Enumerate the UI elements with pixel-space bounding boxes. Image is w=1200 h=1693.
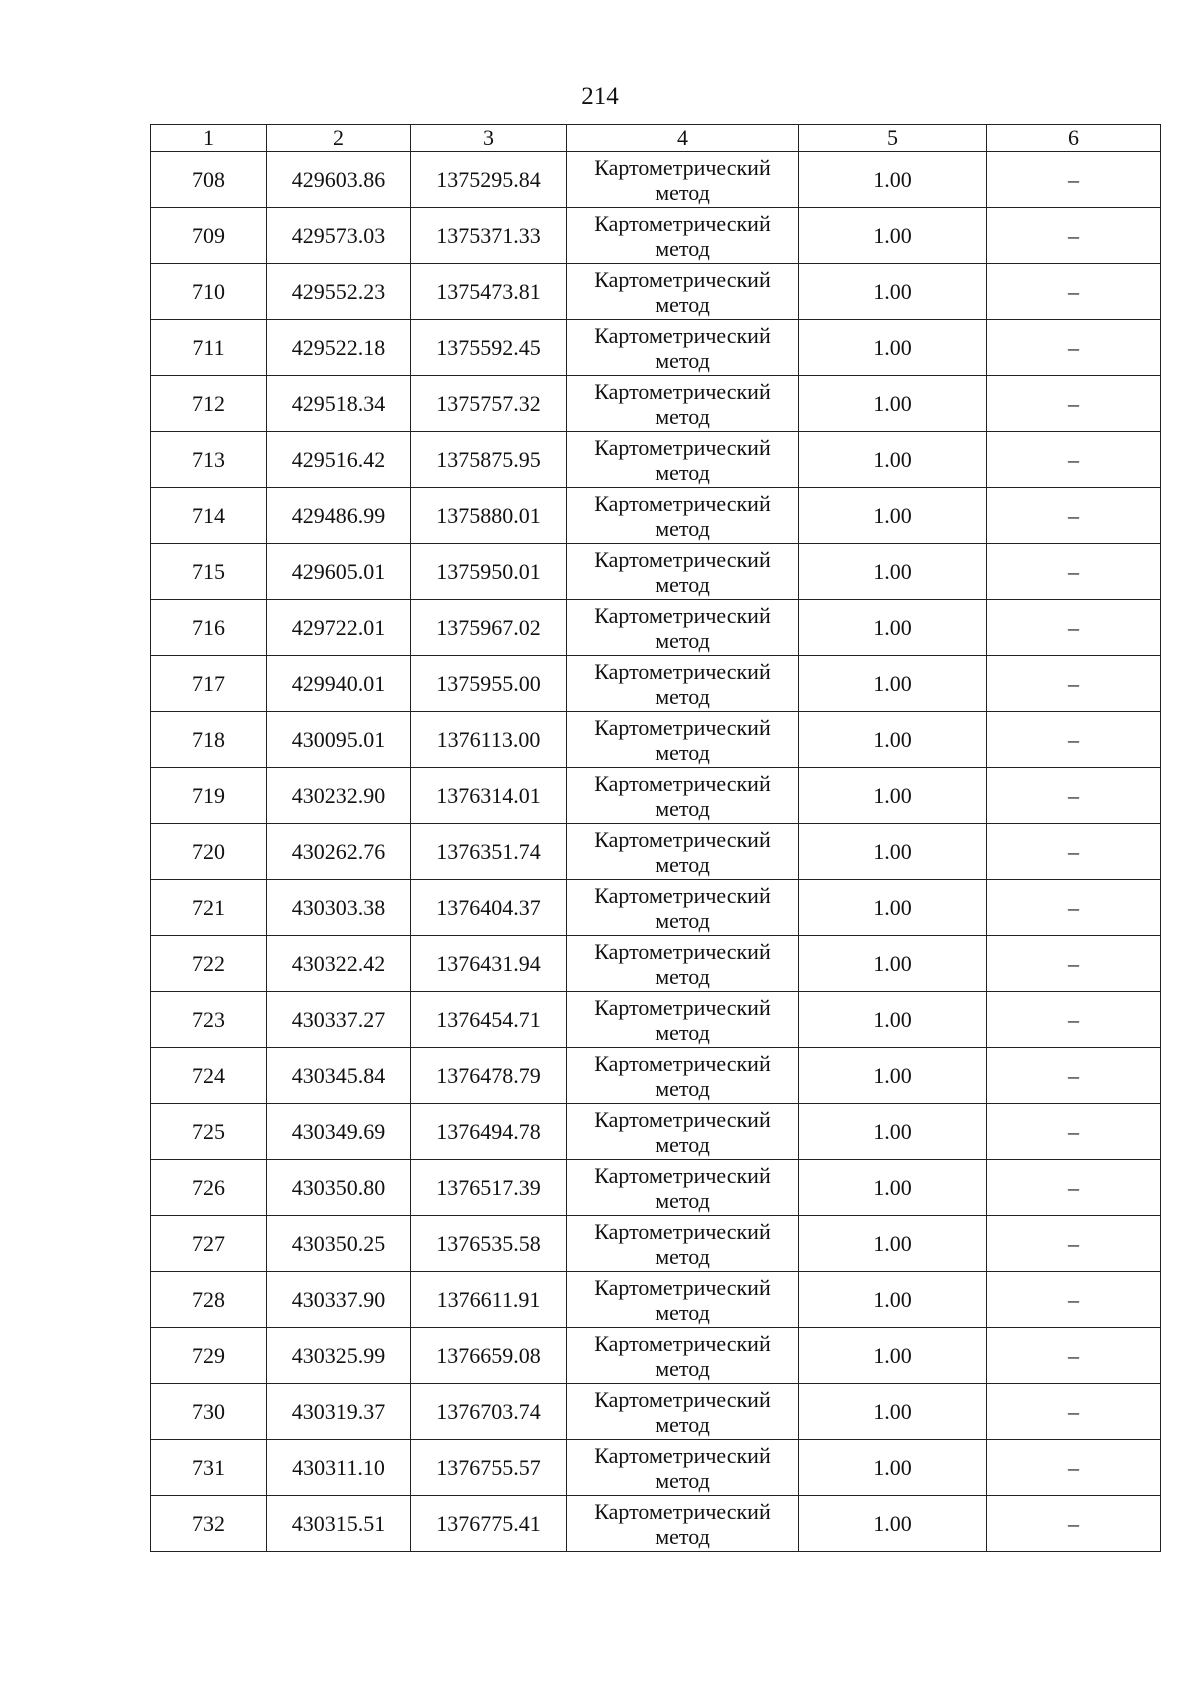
y-coordinate-cell: 1375880.01	[411, 488, 567, 544]
accuracy-cell: 1.00	[799, 1216, 987, 1272]
table-row	[151, 432, 1161, 488]
note-cell: –	[987, 376, 1161, 432]
point-number-cell: 723	[151, 992, 267, 1048]
method-line-1: Картометрический	[594, 658, 771, 684]
point-number-cell: 727	[151, 1216, 267, 1272]
note-cell: –	[987, 1496, 1161, 1552]
x-coordinate-cell: 429940.01	[267, 656, 411, 712]
x-coordinate-cell: 429552.23	[267, 264, 411, 320]
method-cell	[567, 600, 799, 656]
method-line-1: Картометрический	[594, 938, 771, 964]
table-row	[151, 1384, 1161, 1440]
accuracy-cell: 1.00	[799, 880, 987, 936]
table-row	[151, 880, 1161, 936]
table-row	[151, 768, 1161, 824]
x-coordinate-cell: 429573.03	[267, 208, 411, 264]
method-cell	[567, 264, 799, 320]
point-number-cell: 717	[151, 656, 267, 712]
method-line-2: метод	[655, 1411, 710, 1437]
method-line-1: Картометрический	[594, 1162, 771, 1188]
x-coordinate-cell: 429722.01	[267, 600, 411, 656]
method-line-2: метод	[655, 515, 710, 541]
accuracy-cell: 1.00	[799, 320, 987, 376]
note-cell: –	[987, 1440, 1161, 1496]
method-line-1: Картометрический	[594, 1218, 771, 1244]
table-row	[151, 600, 1161, 656]
method-line-1: Картометрический	[594, 378, 771, 404]
method-cell	[567, 1104, 799, 1160]
accuracy-cell: 1.00	[799, 152, 987, 208]
table-row	[151, 1328, 1161, 1384]
column-header-6: 6	[987, 125, 1161, 152]
method-cell	[567, 1496, 799, 1552]
method-line-2: метод	[655, 179, 710, 205]
y-coordinate-cell: 1375757.32	[411, 376, 567, 432]
method-line-2: метод	[655, 1299, 710, 1325]
method-line-2: метод	[655, 235, 710, 261]
note-cell: –	[987, 1160, 1161, 1216]
table-body	[151, 152, 1161, 1552]
table-row	[151, 1496, 1161, 1552]
method-line-2: метод	[655, 627, 710, 653]
note-cell: –	[987, 1048, 1161, 1104]
x-coordinate-cell: 430349.69	[267, 1104, 411, 1160]
point-number-cell: 713	[151, 432, 267, 488]
y-coordinate-cell: 1375967.02	[411, 600, 567, 656]
point-number-cell: 708	[151, 152, 267, 208]
x-coordinate-cell: 430337.90	[267, 1272, 411, 1328]
method-cell	[567, 544, 799, 600]
accuracy-cell: 1.00	[799, 376, 987, 432]
note-cell: –	[987, 1104, 1161, 1160]
x-coordinate-cell: 430322.42	[267, 936, 411, 992]
column-header-3: 3	[411, 125, 567, 152]
method-line-1: Картометрический	[594, 322, 771, 348]
note-cell: –	[987, 544, 1161, 600]
note-cell: –	[987, 656, 1161, 712]
note-cell: –	[987, 880, 1161, 936]
point-number-cell: 724	[151, 1048, 267, 1104]
point-number-cell: 718	[151, 712, 267, 768]
accuracy-cell: 1.00	[799, 768, 987, 824]
method-cell	[567, 1048, 799, 1104]
note-cell: –	[987, 208, 1161, 264]
method-line-2: метод	[655, 1467, 710, 1493]
note-cell: –	[987, 1328, 1161, 1384]
method-line-2: метод	[655, 683, 710, 709]
method-cell	[567, 824, 799, 880]
point-number-cell: 719	[151, 768, 267, 824]
table-row	[151, 1048, 1161, 1104]
method-cell	[567, 1328, 799, 1384]
point-number-cell: 715	[151, 544, 267, 600]
method-line-2: метод	[655, 1243, 710, 1269]
accuracy-cell: 1.00	[799, 1384, 987, 1440]
table-row	[151, 264, 1161, 320]
point-number-cell: 716	[151, 600, 267, 656]
accuracy-cell: 1.00	[799, 1104, 987, 1160]
accuracy-cell: 1.00	[799, 1440, 987, 1496]
method-cell	[567, 208, 799, 264]
x-coordinate-cell: 429516.42	[267, 432, 411, 488]
method-line-1: Картометрический	[594, 1330, 771, 1356]
accuracy-cell: 1.00	[799, 992, 987, 1048]
y-coordinate-cell: 1375875.95	[411, 432, 567, 488]
method-line-2: метод	[655, 1523, 710, 1549]
note-cell: –	[987, 936, 1161, 992]
note-cell: –	[987, 152, 1161, 208]
y-coordinate-cell: 1376454.71	[411, 992, 567, 1048]
method-line-1: Картометрический	[594, 994, 771, 1020]
method-line-1: Картометрический	[594, 714, 771, 740]
column-header-2: 2	[267, 125, 411, 152]
table-row	[151, 152, 1161, 208]
method-line-1: Картометрический	[594, 266, 771, 292]
note-cell: –	[987, 488, 1161, 544]
point-number-cell: 712	[151, 376, 267, 432]
note-cell: –	[987, 600, 1161, 656]
method-cell	[567, 768, 799, 824]
note-cell: –	[987, 264, 1161, 320]
coordinates-table	[150, 124, 1161, 1552]
point-number-cell: 709	[151, 208, 267, 264]
accuracy-cell: 1.00	[799, 712, 987, 768]
header-row	[151, 125, 1161, 152]
method-cell	[567, 936, 799, 992]
method-cell	[567, 152, 799, 208]
x-coordinate-cell: 429603.86	[267, 152, 411, 208]
x-coordinate-cell: 429518.34	[267, 376, 411, 432]
table-row	[151, 1104, 1161, 1160]
y-coordinate-cell: 1376404.37	[411, 880, 567, 936]
note-cell: –	[987, 320, 1161, 376]
x-coordinate-cell: 430232.90	[267, 768, 411, 824]
note-cell: –	[987, 1272, 1161, 1328]
table-row	[151, 208, 1161, 264]
accuracy-cell: 1.00	[799, 656, 987, 712]
x-coordinate-cell: 430095.01	[267, 712, 411, 768]
table-row	[151, 320, 1161, 376]
note-cell: –	[987, 712, 1161, 768]
point-number-cell: 720	[151, 824, 267, 880]
method-cell	[567, 376, 799, 432]
method-line-2: метод	[655, 795, 710, 821]
table-row	[151, 1440, 1161, 1496]
x-coordinate-cell: 429486.99	[267, 488, 411, 544]
method-line-1: Картометрический	[594, 490, 771, 516]
y-coordinate-cell: 1375295.84	[411, 152, 567, 208]
accuracy-cell: 1.00	[799, 1048, 987, 1104]
y-coordinate-cell: 1376478.79	[411, 1048, 567, 1104]
method-line-1: Картометрический	[594, 826, 771, 852]
method-line-1: Картометрический	[594, 1050, 771, 1076]
method-line-2: метод	[655, 1187, 710, 1213]
accuracy-cell: 1.00	[799, 1272, 987, 1328]
method-line-1: Картометрический	[594, 210, 771, 236]
y-coordinate-cell: 1376611.91	[411, 1272, 567, 1328]
method-cell	[567, 488, 799, 544]
y-coordinate-cell: 1376351.74	[411, 824, 567, 880]
y-coordinate-cell: 1376535.58	[411, 1216, 567, 1272]
method-line-1: Картометрический	[594, 770, 771, 796]
method-cell	[567, 712, 799, 768]
accuracy-cell: 1.00	[799, 432, 987, 488]
method-line-1: Картометрический	[594, 434, 771, 460]
column-header-5: 5	[799, 125, 987, 152]
point-number-cell: 732	[151, 1496, 267, 1552]
y-coordinate-cell: 1376113.00	[411, 712, 567, 768]
method-line-2: метод	[655, 403, 710, 429]
point-number-cell: 721	[151, 880, 267, 936]
table-row	[151, 824, 1161, 880]
y-coordinate-cell: 1376755.57	[411, 1440, 567, 1496]
method-line-2: метод	[655, 291, 710, 317]
method-line-1: Картометрический	[594, 1274, 771, 1300]
x-coordinate-cell: 430350.80	[267, 1160, 411, 1216]
table-header	[151, 125, 1161, 152]
note-cell: –	[987, 432, 1161, 488]
x-coordinate-cell: 430325.99	[267, 1328, 411, 1384]
accuracy-cell: 1.00	[799, 824, 987, 880]
x-coordinate-cell: 430337.27	[267, 992, 411, 1048]
y-coordinate-cell: 1375473.81	[411, 264, 567, 320]
accuracy-cell: 1.00	[799, 264, 987, 320]
y-coordinate-cell: 1375955.00	[411, 656, 567, 712]
method-line-2: метод	[655, 347, 710, 373]
x-coordinate-cell: 429605.01	[267, 544, 411, 600]
y-coordinate-cell: 1376494.78	[411, 1104, 567, 1160]
point-number-cell: 726	[151, 1160, 267, 1216]
accuracy-cell: 1.00	[799, 488, 987, 544]
method-cell	[567, 1216, 799, 1272]
column-header-4: 4	[567, 125, 799, 152]
x-coordinate-cell: 430311.10	[267, 1440, 411, 1496]
y-coordinate-cell: 1375950.01	[411, 544, 567, 600]
note-cell: –	[987, 1384, 1161, 1440]
table-row	[151, 1272, 1161, 1328]
table-row	[151, 992, 1161, 1048]
method-cell	[567, 1440, 799, 1496]
table-row	[151, 1160, 1161, 1216]
method-line-1: Картометрический	[594, 1498, 771, 1524]
accuracy-cell: 1.00	[799, 600, 987, 656]
y-coordinate-cell: 1376703.74	[411, 1384, 567, 1440]
accuracy-cell: 1.00	[799, 1160, 987, 1216]
table-row	[151, 1216, 1161, 1272]
point-number-cell: 729	[151, 1328, 267, 1384]
method-line-2: метод	[655, 907, 710, 933]
accuracy-cell: 1.00	[799, 936, 987, 992]
x-coordinate-cell: 430315.51	[267, 1496, 411, 1552]
method-cell	[567, 992, 799, 1048]
method-line-2: метод	[655, 1131, 710, 1157]
method-line-2: метод	[655, 459, 710, 485]
point-number-cell: 728	[151, 1272, 267, 1328]
x-coordinate-cell: 430350.25	[267, 1216, 411, 1272]
method-line-1: Картометрический	[594, 602, 771, 628]
method-line-1: Картометрический	[594, 1386, 771, 1412]
y-coordinate-cell: 1376517.39	[411, 1160, 567, 1216]
accuracy-cell: 1.00	[799, 544, 987, 600]
method-line-1: Картометрический	[594, 1106, 771, 1132]
point-number-cell: 714	[151, 488, 267, 544]
method-cell	[567, 1160, 799, 1216]
method-line-2: метод	[655, 963, 710, 989]
method-line-2: метод	[655, 851, 710, 877]
method-line-1: Картометрический	[594, 546, 771, 572]
x-coordinate-cell: 430262.76	[267, 824, 411, 880]
method-line-1: Картометрический	[594, 1442, 771, 1468]
table-row	[151, 712, 1161, 768]
accuracy-cell: 1.00	[799, 1328, 987, 1384]
y-coordinate-cell: 1375592.45	[411, 320, 567, 376]
accuracy-cell: 1.00	[799, 1496, 987, 1552]
point-number-cell: 722	[151, 936, 267, 992]
x-coordinate-cell: 430345.84	[267, 1048, 411, 1104]
point-number-cell: 730	[151, 1384, 267, 1440]
method-line-2: метод	[655, 571, 710, 597]
table-row	[151, 544, 1161, 600]
method-cell	[567, 432, 799, 488]
x-coordinate-cell: 430319.37	[267, 1384, 411, 1440]
table-row	[151, 656, 1161, 712]
method-cell	[567, 656, 799, 712]
note-cell: –	[987, 768, 1161, 824]
method-cell	[567, 320, 799, 376]
accuracy-cell: 1.00	[799, 208, 987, 264]
point-number-cell: 731	[151, 1440, 267, 1496]
method-line-2: метод	[655, 739, 710, 765]
method-cell	[567, 1384, 799, 1440]
method-line-2: метод	[655, 1019, 710, 1045]
y-coordinate-cell: 1376775.41	[411, 1496, 567, 1552]
y-coordinate-cell: 1376431.94	[411, 936, 567, 992]
note-cell: –	[987, 824, 1161, 880]
column-header-1: 1	[151, 125, 267, 152]
method-line-1: Картометрический	[594, 154, 771, 180]
note-cell: –	[987, 992, 1161, 1048]
x-coordinate-cell: 430303.38	[267, 880, 411, 936]
method-line-2: метод	[655, 1355, 710, 1381]
method-line-1: Картометрический	[594, 882, 771, 908]
point-number-cell: 711	[151, 320, 267, 376]
table-row	[151, 376, 1161, 432]
y-coordinate-cell: 1376314.01	[411, 768, 567, 824]
point-number-cell: 710	[151, 264, 267, 320]
y-coordinate-cell: 1375371.33	[411, 208, 567, 264]
method-cell	[567, 880, 799, 936]
method-cell	[567, 1272, 799, 1328]
table-row	[151, 936, 1161, 992]
point-number-cell: 725	[151, 1104, 267, 1160]
y-coordinate-cell: 1376659.08	[411, 1328, 567, 1384]
x-coordinate-cell: 429522.18	[267, 320, 411, 376]
table-row	[151, 488, 1161, 544]
method-line-2: метод	[655, 1075, 710, 1101]
page-number: 214	[581, 83, 619, 110]
note-cell: –	[987, 1216, 1161, 1272]
